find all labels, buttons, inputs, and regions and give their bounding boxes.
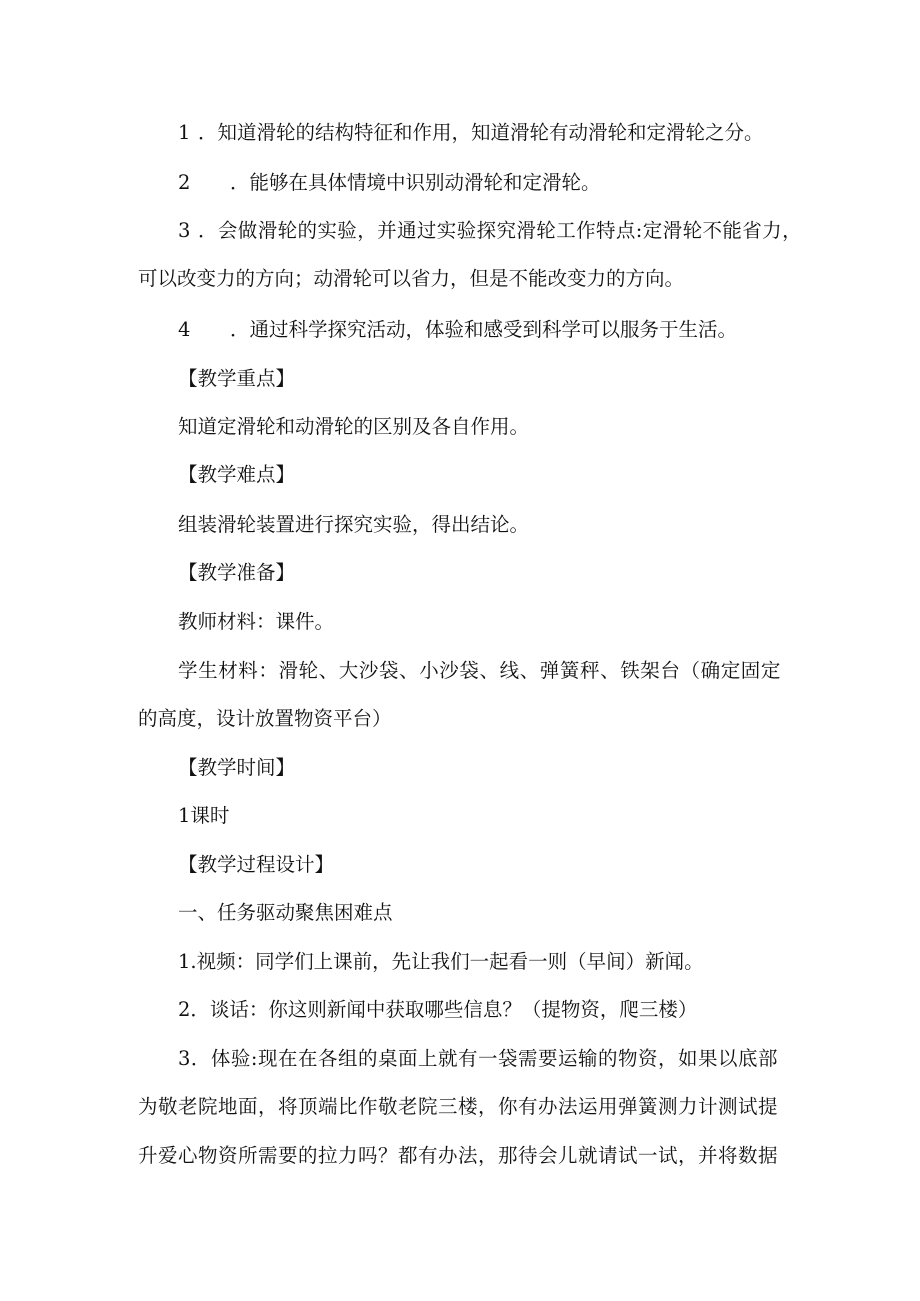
process-step-3-line-3-text: 升爱心物资所需要的拉力吗？都有办法，那待会儿就请试一试，并将数据 <box>138 1144 779 1167</box>
process-step-2-text: 2．谈话：你这则新闻中获取哪些信息？（提物资，爬三楼） <box>178 998 698 1021</box>
objective-3-text: ．会做滑轮的实验，并通过实验探究滑轮工作特点:定滑轮不能省力， <box>198 219 802 242</box>
objective-4-text: ．通过科学探究活动，体验和感受到科学可以服务于生活。 <box>230 318 738 341</box>
key-points-heading <box>0 366 920 392</box>
process-heading <box>0 852 920 878</box>
preparation-student-1-text: 学生材料：滑轮、大沙袋、小沙袋、线、弹簧秤、铁架台（确定固定 <box>178 659 782 682</box>
process-step-3-line-1-text: 3．体验:现在在各组的桌面上就有一袋需要运输的物资，如果以底部 <box>178 1047 778 1070</box>
objective-3-continuation-text: 可以改变力的方向；动滑轮可以省力，但是不能改变力的方向。 <box>138 267 685 290</box>
preparation-student-1 <box>0 658 920 684</box>
objective-4-number: 4 <box>178 318 191 341</box>
preparation-heading <box>0 560 920 586</box>
objective-3-number: 3 <box>178 219 191 242</box>
objective-2-text: ．能够在具体情境中识别动滑轮和定滑轮。 <box>230 171 601 194</box>
process-step-3-line-1 <box>0 1046 920 1072</box>
objective-1-number: 1 <box>178 121 191 144</box>
time-text <box>0 803 920 829</box>
key-points-heading-text: 【教学重点】 <box>178 367 296 390</box>
preparation-teacher <box>0 609 920 635</box>
time-heading-text: 【教学时间】 <box>178 756 296 779</box>
objective-1 <box>0 120 920 146</box>
preparation-student-2-text: 的高度，设计放置物资平台） <box>138 707 392 730</box>
process-section-1 <box>0 900 920 926</box>
difficulties-heading <box>0 462 920 488</box>
key-points-text <box>0 414 920 440</box>
key-points-body: 知道定滑轮和动滑轮的区别及各自作用。 <box>178 415 530 438</box>
preparation-heading-text: 【教学准备】 <box>178 561 296 584</box>
objective-2-number: 2 <box>178 171 191 194</box>
process-step-3-line-2-text: 为敬老院地面，将顶端比作敬老院三楼，你有办法运用弹簧测力计测试提 <box>138 1095 779 1118</box>
objective-3-continuation <box>0 266 920 292</box>
preparation-teacher-text: 教师材料：课件。 <box>178 610 335 633</box>
process-step-3-line-3 <box>0 1143 920 1169</box>
process-step-3-line-2 <box>0 1094 920 1120</box>
objective-2 <box>0 170 920 196</box>
process-step-1-text: 1.视频：同学们上课前，先让我们一起看一则（早间）新闻。 <box>178 950 704 973</box>
objective-4 <box>0 317 920 343</box>
difficulties-heading-text: 【教学难点】 <box>178 463 296 486</box>
preparation-student-2 <box>0 706 920 732</box>
process-heading-text: 【教学过程设计】 <box>178 853 335 876</box>
process-step-1 <box>0 949 920 975</box>
objective-3 <box>0 218 920 244</box>
time-heading <box>0 755 920 781</box>
process-section-1-text: 一、任务驱动聚焦困难点 <box>178 901 393 924</box>
objective-1-text: ．知道滑轮的结构特征和作用，知道滑轮有动滑轮和定滑轮之分。 <box>198 121 764 144</box>
difficulties-body: 组装滑轮装置进行探究实验，得出结论。 <box>178 513 530 536</box>
difficulties-text <box>0 512 920 538</box>
time-body: 1课时 <box>178 804 230 827</box>
process-step-2 <box>0 997 920 1023</box>
